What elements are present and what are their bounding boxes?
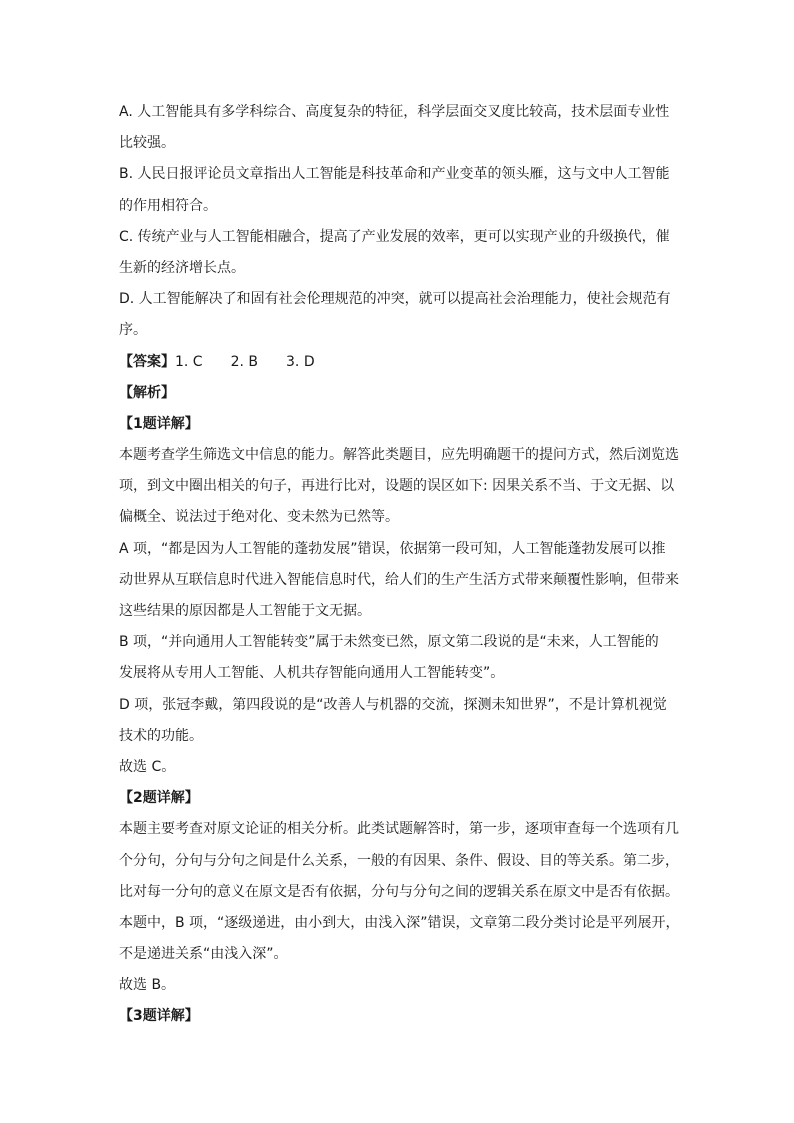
q2-line-3: 比对每一分句的意义在原文是否有依据，分句与分句之间的逻辑关系在原文中是否有依据。 [119,883,679,900]
q2-line-2: 个分句，分句与分句之间是什么关系，一般的有因果、条件、假设、目的等关系。第二步， [119,852,679,869]
option-c-line-2: 生新的经济增长点。 [119,259,245,276]
q2-line-5: 不是递进关系“由浅入深”。 [119,946,288,963]
q1-line-8: 发展将从专用人工智能、人机共存智能向通用人工智能转变”。 [119,665,505,682]
option-d-line-2: 序。 [119,322,147,339]
q1-line-9: D 项，张冠李戴，第四段说的是“改善人与机器的交流，探测未知世界”，不是计算机视觉 [119,696,667,713]
q1-line-11: 故选 C。 [119,758,176,775]
q1-line-7: B 项，“并向通用人工智能转变”属于未然变已然，原文第二段说的是“未来，人工智能的 [119,634,659,651]
q2-line-6: 故选 B。 [119,977,176,994]
option-b-line-2: 的作用相符合。 [119,197,217,214]
q1-line-4: A 项，“都是因为人工智能的蓬勃发展”错误，依据第一段可知，人工智能蓬勃发展可以推 [119,540,666,557]
option-d-line-1: D. 人工智能解决了和固有社会伦理规范的冲突，就可以提高社会治理能力，使社会规范有 [119,291,671,308]
q2-line-4: 本题中，B 项，“逐级递进，由小到大，由浅入深”错误，文章第二段分类讨论是平列展开， [119,914,680,931]
q2-line-1: 本题主要考查对原文论证的相关分析。此类试题解答时，第一步，逐项审查每一个选项有几 [119,821,679,838]
option-c-line-1: C. 传统产业与人工智能相融合，提高了产业发展的效率，更可以实现产业的升级换代，催 [119,228,670,245]
answer-2: 2. B [230,353,259,370]
answer-3: 3. D [286,353,315,370]
q1-line-5: 动世界从互联信息时代进入智能信息时代，给人们的生产生活方式带来颠覆性影响，但带来 [119,571,679,588]
answer-line [119,347,679,378]
q1-heading: 【1题详解】 [119,415,199,432]
q2-heading: 【2题详解】 [119,790,199,807]
q1-line-3: 偏概全、说法过于绝对化、变未然为已然等。 [119,509,399,526]
q3-heading: 【3题详解】 [119,1008,199,1025]
option-a-line-2: 比较强。 [119,135,175,152]
analysis-label: 【解析】 [119,384,175,401]
q1-line-10: 技术的功能。 [119,727,203,744]
option-a-line-1: A. 人工智能具有多学科综合、高度复杂的特征，科学层面交叉度比较高，技术层面专业性 [119,104,670,120]
option-b-line-1: B. 人民日报评论员文章指出人工智能是科技革命和产业变革的领头雁，这与文中人工智能 [119,166,670,183]
q1-line-1: 本题考查学生筛选文中信息的能力。解答此类题目，应先明确题干的提问方式，然后浏览选 [119,447,679,464]
q1-line-6: 这些结果的原因都是人工智能于文无据。 [119,603,371,619]
document-page [119,97,679,1033]
answer-label: 【答案】 [119,353,175,370]
answer-1: 1. C [175,353,203,370]
q1-line-2: 项，到文中圈出相关的句子，再进行比对，设题的误区如下: 因果关系不当、于文无据、以 [119,478,675,495]
